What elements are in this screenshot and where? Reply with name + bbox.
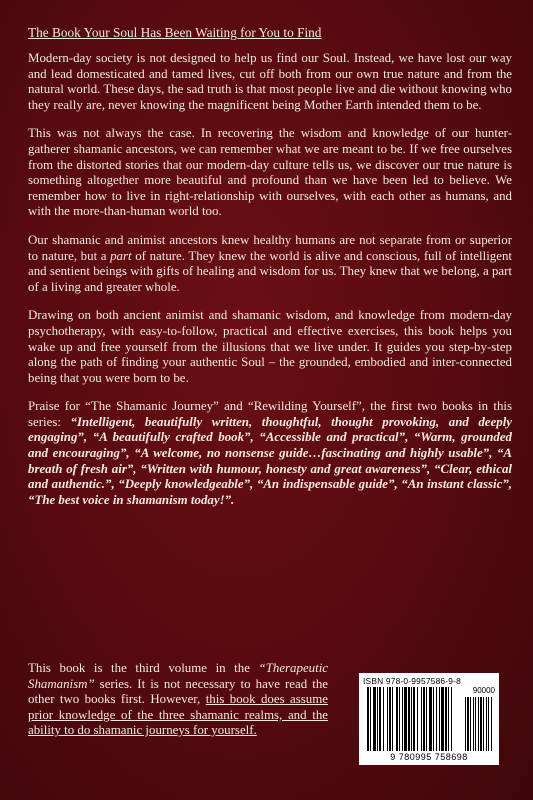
barcode-bar — [387, 687, 388, 751]
barcode-bar — [402, 687, 403, 751]
barcode-bar — [441, 687, 444, 751]
barcode-addon-bar — [491, 697, 492, 751]
paragraph-nature — [28, 233, 512, 295]
paragraph-praise — [28, 399, 512, 508]
barcode-bar — [408, 687, 410, 751]
barcode-bar — [436, 687, 437, 751]
praise-quotes: “Intelligent, beautifully written, thoughtful, thought provoking, and deeply engaging”, “A beautifully crafted book”, “Accessible and practical”, “Warm, grounded and encouraging”, “A welcome, no nonsense guide…fascinating and highly usable”, “A breath of fresh air”, “Written with humour, honesty and great awareness”, “Clear, ethical and authentic.”, “Deeply knowledgeable”, “An indispensable guide”, “An instant classic”, “The best voice in shamanism today!”. — [28, 414, 512, 507]
volume-note-before: This book is the third volume in the — [28, 661, 259, 675]
paragraph-society: Modern-day society is not designed to help us find our Soul. Instead, we have lost our way and lead domesticated and tamed lives, cut off both from our own true nature and from the natural world. These days, the sad truth is that most people live and die without knowing who they really are, never knowing the magnificent being Mother Earth intended them to be. — [28, 51, 512, 112]
barcode-bar — [396, 687, 398, 751]
back-cover-text — [28, 24, 512, 521]
barcode-addon-bar — [486, 697, 487, 751]
volume-note-underlined: this book does assume prior knowledge of the three shamanic realms, and the ability to do shamanic journeys for yourself. — [28, 692, 328, 738]
barcode-bar — [373, 687, 376, 751]
barcode-bar — [370, 687, 371, 751]
barcode-addon-bar — [475, 697, 476, 751]
barcode-addon-bar — [480, 697, 482, 751]
praise-intro: Praise for “The Shamanic Journey” and “Rewilding Yourself”, the first two books in this series: — [28, 399, 512, 429]
barcode-bar — [367, 687, 369, 751]
barcode-digits: 9 780995 758698 — [390, 752, 468, 762]
barcode-bar — [433, 687, 434, 751]
barcode-bar — [445, 687, 447, 751]
barcode-bar — [426, 687, 427, 751]
paragraph-drawing: Drawing on both ancient animist and shamanic wisdom, and knowledge from modern-day psychotherapy, with easy-to-follow, practical and effective exercises, this book helps you wake up and free yourself from the illusions that we live under. It guides you step-by-step along the path of finding your authentic Soul – the grounded, embodied and inter-connected being that you were born to be. — [28, 308, 512, 385]
barcode-bars — [359, 687, 499, 753]
barcode-addon-bar — [483, 697, 484, 751]
volume-note — [28, 661, 328, 739]
isbn-label: ISBN 978-0-9957586-9-8 — [363, 676, 461, 686]
barcode-bar — [379, 687, 381, 751]
barcode-bar — [439, 687, 440, 751]
barcode-addon-bar — [467, 697, 469, 751]
isbn-barcode — [359, 673, 499, 765]
barcode-bar — [421, 687, 422, 751]
barcode-addon-bar — [470, 697, 471, 751]
barcode-bar — [392, 687, 393, 751]
paragraph-nature-before: Our shamanic and animist ancestors knew healthy humans are not separate from or superior to nature, but a — [28, 232, 512, 263]
barcode-bar — [377, 687, 378, 751]
barcode-bar — [383, 687, 384, 751]
barcode-addon-bar — [465, 697, 466, 751]
paragraph-nature-italic: part — [110, 248, 132, 263]
barcode-addon-bar — [473, 697, 474, 751]
series-name: “Therapeutic Shamanism” — [28, 661, 328, 691]
cover-heading: The Book Your Soul Has Been Waiting for You to Find — [28, 25, 322, 40]
barcode-bar — [413, 687, 415, 751]
barcode-bar — [399, 687, 400, 751]
barcode-bar — [404, 687, 407, 751]
barcode-bar — [417, 687, 418, 751]
barcode-addon-bar — [488, 697, 489, 751]
paragraph-ancestors: This was not always the case. In recovering the wisdom and knowledge of our hunter-gatherer shamanic ancestors, we can remember what we are meant to be. If we free ourselves from the distorted stories that our modern-day culture tells us, we discover our true nature is something altogether more beautiful and profound than we have been led to believe. We remember how to live in right-relationship with ourselves, with each other as humans, and with the more-than-human world too. — [28, 126, 512, 219]
paragraph-nature-after: of nature. They knew the world is alive and conscious, full of intelligent and sentient beings with gifts of healing and wisdom for us. They knew that we belong, a part of a living and greater whole. — [28, 248, 512, 294]
barcode-addon: 90000 — [472, 686, 495, 695]
barcode-bar — [411, 687, 412, 751]
barcode-bar — [451, 687, 452, 751]
barcode-bar — [448, 687, 449, 751]
barcode-bar — [429, 687, 432, 751]
barcode-bar — [389, 687, 391, 751]
barcode-bar — [423, 687, 425, 751]
volume-note-middle: series. It is not necessary to have read the other two books first. However, — [28, 676, 328, 707]
barcode-addon-bar — [478, 697, 479, 751]
